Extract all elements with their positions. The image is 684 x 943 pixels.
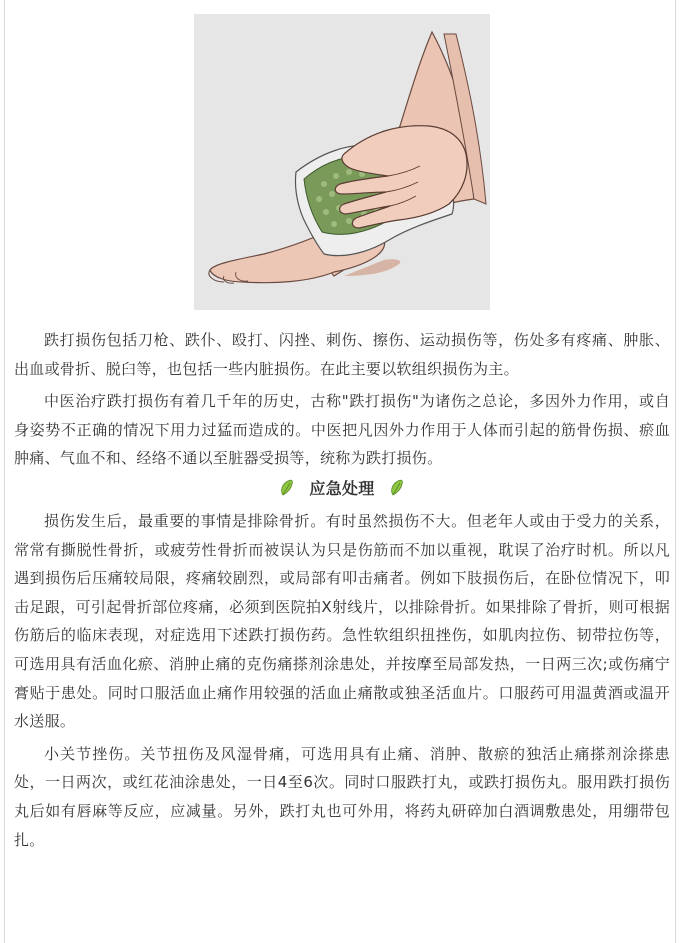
illustration-figure [194, 14, 490, 310]
body-paragraph-2: 小关节挫伤。关节扭伤及风湿骨痛，可选用具有止痛、消肿、散瘀的独活止痛搽剂涂搽患处，一日两次，或红花油涂患处，一日4至6次。同时口服跌打丸，或跌打损伤丸。服用跌打损伤丸后如有唇麻等反应，应减量。另外，跌打丸也可外用，将药丸研碎加白酒调敷患处，用绷带包扎。 [14, 744, 670, 849]
leaf-icon [280, 479, 294, 505]
section-heading [14, 476, 670, 505]
article-body [14, 326, 670, 858]
section-heading-text: 应急处理 [309, 478, 375, 498]
ice-pack-on-ankle-illustration [194, 14, 490, 310]
intro-paragraph-2: 中医治疗跌打损伤有着几千年的历史，古称"跌打损伤"为诸伤之总论，多因外力作用，或自身姿势不正确的情况下用力过猛而造成的。中医把凡因外力作用于人体而引起的筋骨伤损、瘀血肿痛、气血不和、经络不通以至脏器受损等，统称为跌打损伤。 [14, 392, 670, 468]
intro-paragraph-1: 跌打损伤包括刀枪、跌仆、殴打、闪挫、刺伤、擦伤、运动损伤等，伤处多有疼痛、肿胀、出血或骨折、脱臼等，也包括一些内脏损伤。在此主要以软组织损伤为主。 [14, 331, 670, 378]
body-paragraph-1: 损伤发生后，最重要的事情是排除骨折。有时虽然损伤不大。但老年人或由于受力的关系，常常有撕脱性骨折，或疲劳性骨折而被误认为只是伤筋而不加以重视，耽误了治疗时机。所以凡遇到损伤后压痛较局限，疼痛较剧烈，或局部有叩击痛者。例如下肢损伤后，在卧位情况下，叩击足跟，可引起骨折部位疼痛，必须到医院拍X射线片，以排除骨折。如果排除了骨折，则可根据伤筋后的临床表现，对症选用下述跌打损伤药。急性软组织扭挫伤，如肌肉拉伤、韧带拉伤等，可选用具有活血化瘀、消肿止痛的克伤痛搽剂涂患处，并按摩至局部发热，一日两三次;或伤痛宁膏贴于患处。同时口服活血止痛作用较强的活血止痛散或独圣活血片。口服药可用温黄酒或温开水送服。 [14, 511, 670, 731]
leaf-icon [390, 479, 404, 505]
